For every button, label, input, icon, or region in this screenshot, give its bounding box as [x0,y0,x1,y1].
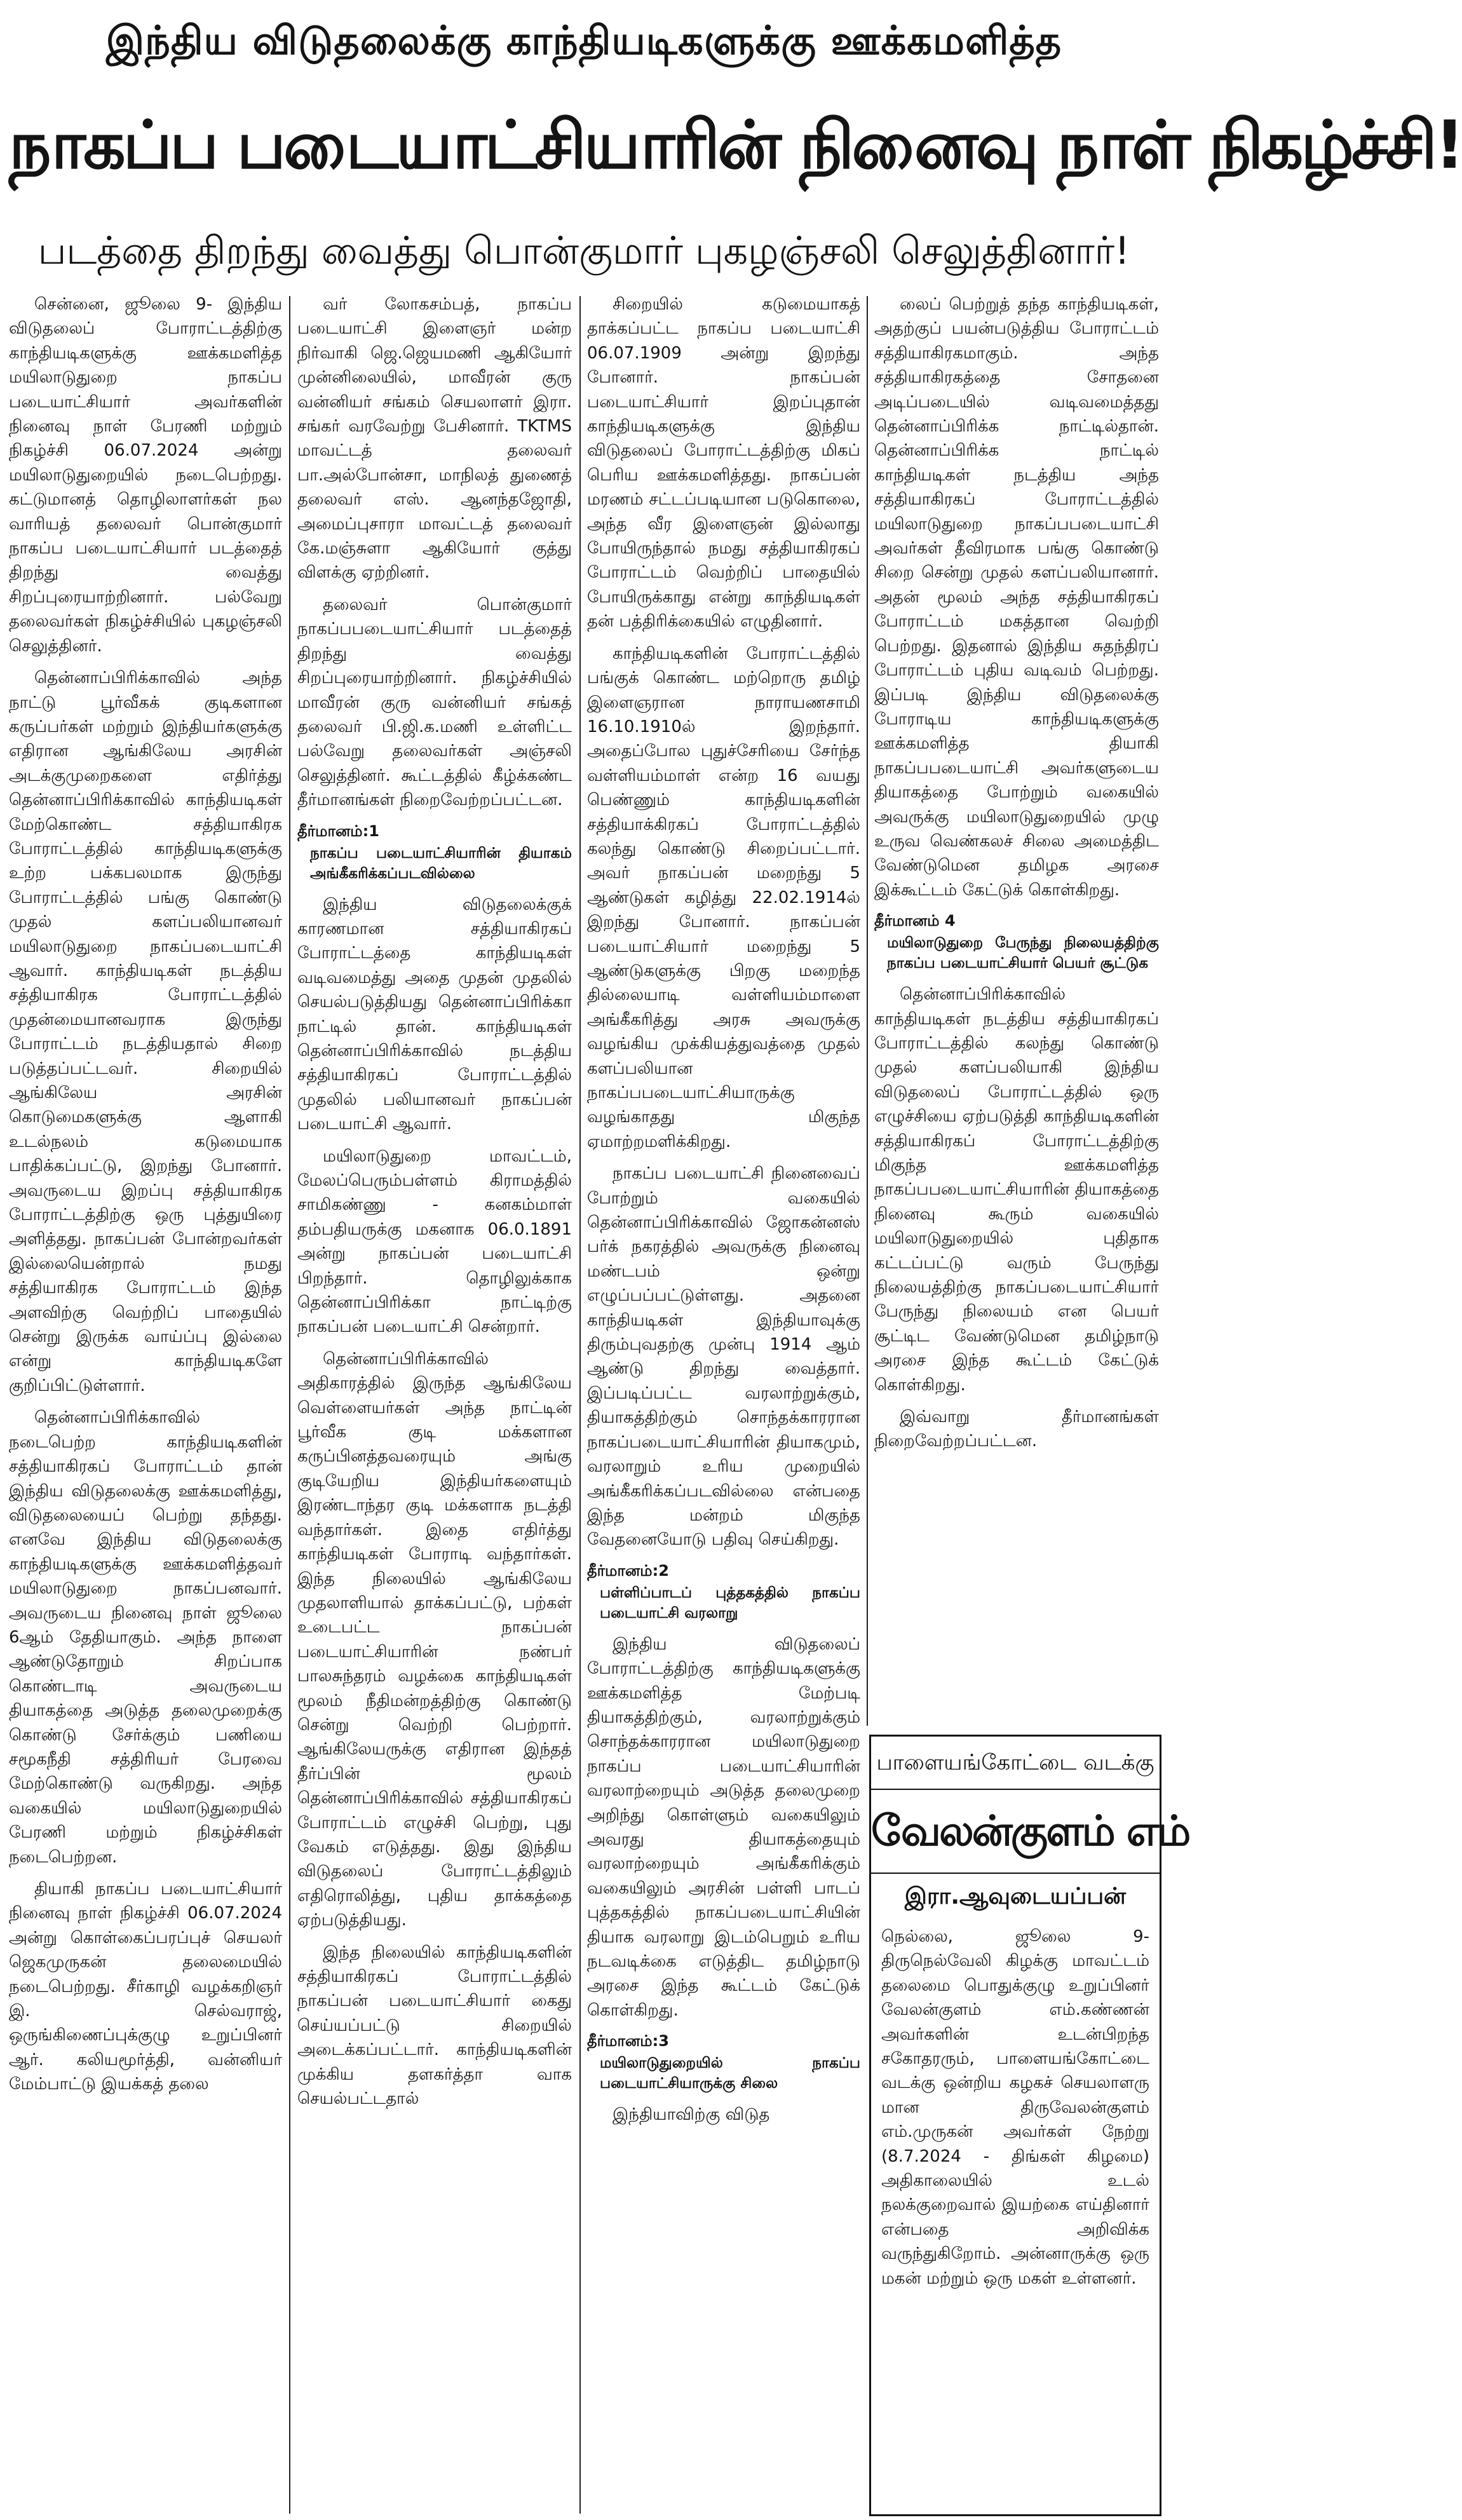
resolution-title: தீர்மானம்:3 [587,2032,669,2050]
resolution-subtitle: மயிலாடுதுறையில் நாகப்ப படையாட்சியாருக்கு சிலை [600,2055,860,2092]
paragraph: தியாகி நாகப்ப படையாட்சியார் நினைவு நாள் நிகழ்ச்சி 06.07.2024 அன்று கொள்கைப்பரப்புச் செயலர் ஜெகமுருகன் தலைமையில் நடைபெற்றது. சீர்காழி வழக்கறிஞர் இ. செல்வராஜ், ஒருங்கிணைப்புக்குழு உறுப்பினர் ஆர். கலியமூர்த்தி, வன்னியர் மேம்பாட்டு இயக்கத் தலை [9,1880,282,2094]
resolution-title: தீர்மானம்:2 [587,1561,669,1580]
article-column-1 [9,292,282,2510]
resolution-subtitle: நாகப்ப படையாட்சியாரின் தியாகம் அங்கீகரிக்கப்படவில்லை [310,844,572,882]
paragraph: தென்னாப்பிரிக்காவில் அதிகாரத்தில் இருந்த ஆங்கிலேய வெள்ளையர்கள் அந்த நாட்டின் பூர்வீக குடி மக்களான கருப்பினத்தவரையும் அங்கு குடியேறிய இந்தியர்களையும் இரண்டாந்தர குடி மக்களாக நடத்தி வந்தார்கள். இதை எதிர்த்து காந்தியடிகள் போராடி வந்தார்கள். இந்த நிலையில் ஆங்கிலேய முதலாளியால் தாக்கப்பட்டு, பற்கள் உடைபட்ட நாகப்பன் படையாட்சியாரின் நண்பர் பாலசுந்தரம் வழக்கை காந்தியடிகள் மூலம் நீதிமன்றத்திற்கு கொண்டு சென்று வெற்றி பெற்றார். ஆங்கிலேயருக்கு எதிரான இந்தத் தீர்ப்பின் மூலம் தென்னாப்பிரிக்காவில் சத்தியாகிரகப் போராட்டம் எழுச்சி பெற்று, புது வேகம் எடுத்தது. இது இந்திய விடுதலைப் போராட்டத்திலும் எதிரொலித்து, புதிய தாக்கத்தை ஏற்படுத்தியது. [297,1349,572,1930]
sidebar-kicker: பாளையங்கோட்டை வடக்கு [871,1737,1160,1790]
paragraph: இந்தியாவிற்கு விடுத [613,2105,770,2125]
resolution-subtitle: பள்ளிப்பாடப் புத்தகத்தில் நாகப்ப படையாட்சி வரலாறு [600,1584,860,1622]
paragraph: தென்னாப்பிரிக்காவில் காந்தியடிகள் நடத்திய சத்தியாகிரகப் போராட்டத்தில் கலந்து கொண்டு முதல் களப்பலியாகி இந்திய விடுதலைப் போராட்டத்தில் ஒரு எழுச்சியை ஏற்படுத்தி காந்தியடிகளின் சத்தியாகிரகப் போராட்டத்திற்கு மிகுந்த ஊக்கமளித்த நாகப்பபடையாட்சியாரின் தியாகத்தை நினைவு கூரும் வகையில் மயிலாடுதுறையில் புதிதாக கட்டப்பட்டு வரும் பேருந்து நிலையத்திற்கு நாகப்படையாட்சியார் பேருந்து நிலையம் என பெயர் சூட்டிட வேண்டுமென தமிழ்நாடு அரசை இந்த கூட்டம் கேட்டுக் கொள்கிறது. [874,985,1159,1395]
column-divider [867,296,868,1726]
article-headline: நாகப்ப படையாட்சியாரின் நினைவு நாள் நிகழ்ச்சி! [9,106,1462,184]
article-kicker: இந்திய விடுதலைக்கு காந்தியடிகளுக்கு ஊக்கமளித்த [105,17,1062,64]
paragraph: தலைவர் பொன்குமார் நாகப்பபடையாட்சியார் படத்தைத் திறந்து வைத்து சிறப்புரையாற்றினார். நிகழ்ச்சியில் மாவீரன் குரு வன்னியர் சங்கத் தலைவர் பி.ஜி.க.மணி உள்ளிட்ட பல்வேறு தலைவர்கள் அஞ்சலி செலுத்தினர். கூட்டத்தில் கீழ்க்கண்ட தீர்மானங்கள் நிறைவேற்றப்பட்டன. [297,595,572,810]
article-column-2 [297,292,572,2510]
sidebar-body: நெல்லை, ஜூலை 9- திருநெல்வேலி கிழக்கு மாவட்டம் தலைமை பொதுக்குழு உறுப்பினர் வேலன்குளம் எம்.கண்ணன் அவர்களின் உடன்பிறந்த சகோதரரும், பாளையங்கோட்டை வடக்கு ஒன்றிய கழகச் செயலாளரு மான திருவேலன்குளம் எம்.முருகன் அவர்கள் நேற்று (8.7.2024 - திங்கள் கிழமை) அதிகாலையில் உடல் நலக்குறைவால் இயற்கை எய்தினார் என்பதை அறிவிக்க வருந்துகிறோம். அன்னாருக்கு ஒரு மகன் மற்றும் ஒரு மகள் உள்ளனர். [881,1927,1149,2288]
article-column-4 [874,292,1159,1722]
paragraph: தென்னாப்பிரிக்காவில் அந்த நாட்டு பூர்வீகக் குடிகளான கருப்பர்கள் மற்றும் இந்தியர்களுக்கு எதிரான ஆங்கிலேய அரசின் அடக்குமுறைகளை எதிர்த்து தென்னாப்பிரிக்காவில் காந்தியடிகள் மேற்கொண்ட சத்தியாகிரக போராட்டத்தில் காந்தியடிகளுக்கு உற்ற பக்கபலமாக இருந்து போராட்டத்தில் பங்கு கொண்டு முதல் களப்பலியானவர் மயிலாடுதுறை நாகப்படையாட்சி ஆவார். காந்தியடிகள் நடத்திய சத்தியாகிரக போராட்டத்தில் முதன்மையானவராக இருந்து போராட்டம் நடத்தியதால் சிறை படுத்தப்பட்டவர். சிறையில் ஆங்கிலேய அரசின் கொடுமைகளுக்கு ஆளாகி உடல்நலம் கடுமையாக பாதிக்கப்பட்டு, இறந்து போனார். அவருடைய இறப்பு சத்தியாகிரக போராட்டத்திற்கு ஒரு புத்துயிரை அளித்தது. நாகப்பன் போன்றவர்கள் இல்லையென்றால் நமது சத்தியாகிரக போராட்டம் இந்த அளவிற்கு வெற்றிப் பாதையில் சென்று இருக்க வாய்ப்பு இல்லை என்று காந்தியடிகளே குறிப்பிட்டுள்ளார். [9,668,282,1395]
sidebar-headline: வேலன்குளம் எம் [871,1790,1160,1874]
paragraph: காந்தியடிகளின் போராட்டத்தில் பங்குக் கொண்ட மற்றொரு தமிழ் இளைஞரான நாராயணசாமி 16.10.1910ல் இறந்தார். அதைப்போல புதுச்சேரியை சேர்ந்த வள்ளியம்மாள் என்ற 16 வயது பெண்ணும் காந்தியடிகளின் சத்தியாக்கிரகப் போராட்டத்தில் கலந்து கொண்டு சிறைப்பட்டார். அவர் நாகப்பன் மறைந்து 5 ஆண்டுகள் கழித்து 22.02.1914ல் இறந்து போனார். நாகப்பன் படையாட்சியார் மறைந்து 5 ஆண்டுகளுக்கு பிறகு மறைந்த தில்லையாடி வள்ளியம்மாளை அங்கீகரித்து அரசு அவருக்கு வழங்கிய முக்கியத்துவத்தை முதல் களப்பலியான நாகப்பபடையாட்சியாருக்கு வழங்காதது மிகுந்த ஏமாற்றமளிக்கிறது. [587,644,860,1151]
paragraph: தென்னாப்பிரிக்காவில் நடைபெற்ற காந்தியடிகளின் சத்தியாகிரகப் போராட்டம் தான் இந்திய விடுதலைக்கு ஊக்கமளித்து, விடுதலையைப் பெற்று தந்தது. எனவே இந்திய விடுதலைக்கு காந்தியடிகளுக்கு ஊக்கமளித்தவர் மயிலாடுதுறை நாகப்பனவார். அவருடைய நினைவு நாள் ஜூலை 6ஆம் தேதியாகும். அந்த நாளை ஆண்டுதோறும் சிறப்பாக கொண்டாடி அவருடைய தியாகத்தை அடுத்த தலைமுறைக்கு கொண்டு சேர்க்கும் பணியை சமூகநீதி சத்திரியர் பேரவை மேற்கொண்டு வருகிறது. அந்த வகையில் மயிலாடுதுறையில் பேரணி மற்றும் நிகழ்ச்சிகள் நடைபெற்றன. [9,1408,282,1867]
article-column-3 [587,292,860,2510]
resolution-title: தீர்மானம் 4 [874,912,956,930]
paragraph: இந்திய விடுதலைப் போராட்டத்திற்கு காந்தியடிகளுக்கு ஊக்கமளித்த மேற்படி தியாகத்திற்கும், வரலாற்றுக்கும் சொந்தக்காரரான மயிலாடுதுறை நாகப்ப படையாட்சியாரின் வரலாற்றையும் அடுத்த தலைமுறை அறிந்து கொள்ளும் வகையிலும் அவரது தியாகத்தையும் வரலாற்றையும் அங்கீகரிக்கும் வகையிலும் அரசின் பள்ளி பாடப் புத்தகத்தில் நாகப்படையாட்சியின் தியாக வரலாறு இடம்பெறும் உரிய நடவடிக்கை எடுத்திட தமிழ்நாடு அரசை இந்த கூட்டம் கேட்டுக் கொள்கிறது. [587,1634,860,2020]
sidebar-byline: இரா.ஆவுடையப்பன் [904,1883,1127,1909]
paragraph: சென்னை, ஜூலை 9- இந்திய விடுதலைப் போராட்டத்திற்கு காந்தியடிகளுக்கு ஊக்கமளித்த மயிலாடுதுறை நாகப்ப படையாட்சியார் அவர்களின் நினைவு நாள் பேரணி மற்றும் நிகழ்ச்சி 06.07.2024 அன்று மயிலாடுதுறையில் நடைபெற்றது. கட்டுமானத் தொழிலாளர்கள் நல வாரியத் தலைவர் பொன்குமார் நாகப்ப படையாட்சியார் படத்தைத் திறந்து வைத்து சிறப்புரையாற்றினார். பல்வேறு தலைவர்கள் நிகழ்ச்சியில் புகழஞ்சலி செலுத்தினர். [9,295,282,656]
paragraph: இந்த நிலையில் காந்தியடிகளின் சத்தியாகிரகப் போராட்டத்தில் நாகப்பன் படையாட்சியார் கைது செய்யப்பட்டு சிறையில் அடைக்கப்பட்டார். காந்தியடிகளின் முக்கிய தளகர்த்தா வாக செயல்பட்டதால் [297,1942,572,2109]
paragraph: நாகப்ப படையாட்சி நினைவைப் போற்றும் வகையில் தென்னாப்பிரிக்காவில் ஜோகன்னஸ் பர்க் நகரத்தில் அவருக்கு நினைவு மண்டபம் ஒன்று எழுப்பப்பட்டுள்ளது. அதனை காந்தியடிகள் இந்தியாவுக்கு திரும்புவதற்கு முன்பு 1914 ஆம் ஆண்டு திறந்து வைத்தார். இப்படிப்பட்ட வரலாற்றுக்கும், தியாகத்திற்கும் சொந்தக்காரரான நாகப்படையாட்சியாரின் தியாகமும், வரலாறும் உரிய முறையில் அங்கீகரிக்கப்படவில்லை என்பதை இந்த மன்றம் மிகுந்த வேதனையோடு பதிவு செய்கிறது. [587,1164,860,1550]
paragraph: மயிலாடுதுறை மாவட்டம், மேலப்பெரும்பள்ளம் கிராமத்தில் சாமிகண்ணு - கனகம்மாள் தம்பதியருக்கு மகனாக 06.0.1891 அன்று நாகப்பன் படையாட்சி பிறந்தார். தொழிலுக்காக தென்னாப்பிரிக்கா நாட்டிற்கு நாகப்பன் படையாட்சி சென்றார். [297,1146,572,1337]
article-subheadline: படத்தை திறந்து வைத்து பொன்குமார் புகழஞ்சலி செலுத்தினார்! [37,229,1130,273]
paragraph: இவ்வாறு தீர்மானங்கள் நிறைவேற்றப்பட்டன. [874,1407,1159,1451]
column-divider [289,296,290,2514]
resolution-subtitle: மயிலாடுதுறை பேருந்து நிலையத்திற்கு நாகப்ப படையாட்சியார் பெயர் சூட்டுக [887,935,1159,972]
paragraph: இந்திய விடுதலைக்குக் காரணமான சத்தியாகிரகப் போராட்டத்தை காந்தியடிகள் வடிவமைத்து அதை முதன் முதலில் செயல்படுத்தியது தென்னாப்பிரிக்கா நாட்டில் தான். காந்தியடிகள் தென்னாப்பிரிக்காவில் நடத்திய சத்தியாகிரகப் போராட்டத்தில் முதலில் பலியானவர் நாகப்பன் படையாட்சி ஆவார். [297,895,572,1134]
paragraph: லைப் பெற்றுத் தந்த காந்தியடிகள், அதற்குப் பயன்படுத்திய போராட்டம் சத்தியாகிரகமாகும். அந்த சத்தியாகிரகத்தை சோதனை அடிப்படையில் வடிவமைத்தது தென்னாப்பிரிக்க நாட்டில்தான். தென்னாப்பிரிக்க நாட்டில் காந்தியடிகள் நடத்திய அந்த சத்தியாகிரகப் போராட்டத்தில் மயிலாடுதுறை நாகப்பபடையாட்சி அவர்கள் தீவிரமாக பங்கு கொண்டு சிறை சென்று முதல் களப்பலியானார். அதன் மூலம் அந்த சத்தியாகிரகப் போராட்டம் மகத்தான வெற்றி பெற்றது. இதனால் இந்திய சுதந்திரப் போராட்டம் புதிய வடிவம் பெற்றது. இப்படி இந்திய விடுதலைக்கு போராடிய காந்தியடிகளுக்கு ஊக்கமளித்த தியாகி நாகப்பபடையாட்சி அவர்களுடைய தியாகத்தை போற்றும் வகையில் அவருக்கு மயிலாடுதுறையில் முழு உருவ வெண்கலச் சிலை அமைத்திட வேண்டுமென தமிழக அரசை இக்கூட்டம் கேட்டுக் கொள்கிறது. [874,295,1159,900]
sidebar-article [869,1735,1189,2516]
column-divider [579,296,581,2514]
resolution-title: தீர்மானம்:1 [297,822,379,840]
paragraph: வர் லோகசம்பத், நாகப்ப படையாட்சி இளைஞர் மன்ற நிர்வாகி ஜெ.ஜெயமணி ஆகியோர் முன்னிலையில், மாவீரன் குரு வன்னியர் சங்கம் செயலாளர் இரா. சங்கர் வரவேற்று பேசினார். TKTMS மாவட்டத் தலைவர் பா.அல்போன்சா, மாநிலத் துணைத் தலைவர் எஸ். ஆனந்தஜோதி, அமைப்புசாரா மாவட்டத் தலைவர் கே.மஞ்சுளா ஆகியோர் குத்து விளக்கு ஏற்றினர். [297,295,572,583]
paragraph: சிறையில் கடுமையாகத் தாக்கப்பட்ட நாகப்ப படையாட்சி 06.07.1909 அன்று இறந்து போனார். நாகப்பன் படையாட்சியார் இறப்புதான் காந்தியடிகளுக்கு இந்திய விடுதலைப் போராட்டத்திற்கு மிகப் பெரிய ஊக்கமளித்தது. நாகப்பன் மரணம் சட்டப்படியான படுகொலை, அந்த வீர இளைஞன் இல்லாது போயிருந்தால் நமது சத்தியாகிரகப் போராட்டம் வெற்றிப் பாதையில் போயிருக்காது என்று காந்தியடிகள் தன் பத்திரிக்கையில் எழுதினார். [587,295,860,632]
